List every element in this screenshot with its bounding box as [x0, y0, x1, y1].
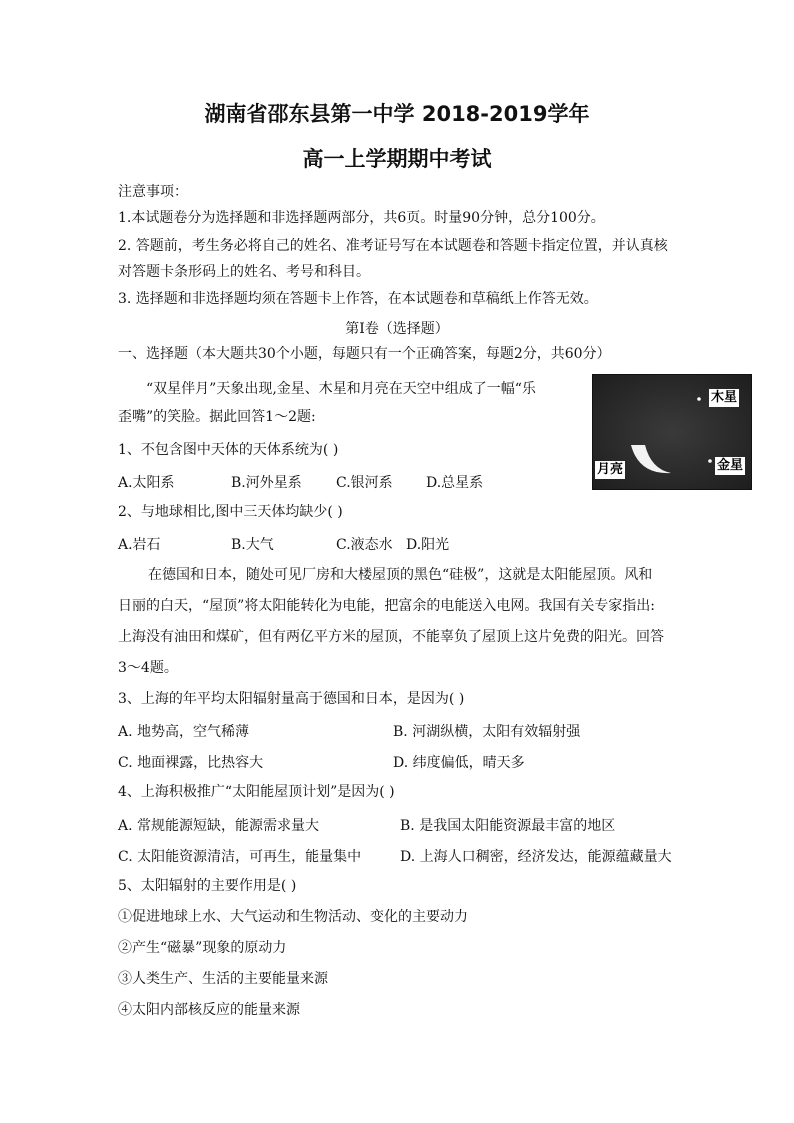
q5-item-3: ③人类生产、生活的主要能量来源 [118, 971, 328, 987]
exam-subtitle: 高一上学期期中考试 [302, 147, 492, 171]
exam-title: 湖南省邵东县第一中学 2018-2019学年 [204, 102, 590, 126]
q4-stem: 4、上海积极推广“太阳能屋顶计划”是因为( ) [118, 784, 395, 800]
passage2-line1: 在德国和日本，随处可见厂房和大楼屋顶的黑色“硅极”，这就是太阳能屋顶。风和 [148, 567, 653, 583]
note-2b: 对答题卡条形码上的姓名、考号和科目。 [118, 264, 370, 280]
venus-dot [708, 459, 712, 463]
volume-heading: 第Ⅰ卷（选择题） [345, 321, 449, 337]
q4-option-c: C. 太阳能资源清洁，可再生，能量集中 [118, 849, 362, 865]
jupiter-dot [697, 397, 701, 401]
q5-item-4: ④太阳内部核反应的能量来源 [118, 1002, 300, 1018]
q1-option-a: A.太阳系 [118, 475, 175, 491]
notes-heading: 注意事项： [118, 184, 188, 200]
q2-option-b: B.大气 [231, 537, 274, 553]
passage2-line3: 上海没有油田和煤矿，但有两亿平方米的屋顶，不能辜负了屋顶上这片免费的阳光。回答 [118, 629, 664, 645]
q5-item-2: ②产生“磁暴”现象的原动力 [118, 940, 287, 956]
double-star-moon-figure [592, 374, 752, 490]
q1-option-d: D.总星系 [426, 475, 484, 491]
q4-option-a: A. 常规能源短缺，能源需求量大 [118, 818, 320, 834]
note-2a: 2. 答题前，考生务必将自己的姓名、准考证号写在本试题卷和答题卡指定位置，并认真核 [118, 238, 668, 254]
moon-label: 月亮 [597, 462, 624, 477]
q5-item-1: ①促进地球上水、大气运动和生物活动、变化的主要动力 [118, 909, 468, 925]
q2-option-a: A.岩石 [118, 537, 161, 553]
q4-option-d: D. 上海人口稠密，经济发达，能源蕴藏量大 [400, 849, 672, 865]
q3-option-d: D. 纬度偏低，晴天多 [393, 755, 525, 771]
q1-stem: 1、不包含图中天体的天体系统为( ) [118, 442, 339, 458]
passage2-line4: 3～4题。 [118, 660, 178, 676]
venus-label: 金星 [717, 458, 744, 473]
jupiter-label: 木星 [711, 390, 738, 405]
q3-stem: 3、上海的年平均太阳辐射量高于德国和日本，是因为( ) [118, 691, 465, 707]
part1-heading: 一、选择题（本大题共30个小题，每题只有一个正确答案，每题2分，共60分） [118, 346, 611, 362]
q4-option-b: B. 是我国太阳能资源最丰富的地区 [400, 818, 616, 834]
q3-option-b: B. 河湖纵横，太阳有效辐射强 [393, 724, 581, 740]
q5-stem: 5、太阳辐射的主要作用是( ) [118, 878, 297, 894]
note-3: 3. 选择题和非选择题均须在答题卡上作答，在本试题卷和草稿纸上作答无效。 [118, 291, 598, 307]
q2-option-c: C.液态水 [336, 537, 393, 553]
q1-option-b: B.河外星系 [231, 475, 302, 491]
q3-option-a: A. 地势高，空气稀薄 [118, 724, 250, 740]
q1-option-c: C.银河系 [336, 475, 393, 491]
q3-option-c: C. 地面裸露，比热容大 [118, 755, 264, 771]
passage1-line2: 歪嘴”的笑脸。据此回答1～2题: [118, 409, 316, 425]
passage1-line1: “双星伴月”天象出现,金星、木星和月亮在天空中组成了一幅“乐 [146, 381, 536, 397]
note-1: 1.本试题卷分为选择题和非选择题两部分，共6页。时量90分钟，总分100分。 [118, 210, 605, 226]
q2-option-d: D.阳光 [406, 537, 450, 553]
passage2-line2: 日丽的白天，“屋顶”将太阳能转化为电能，把富余的电能送入电网。我国有关专家指出: [118, 598, 656, 614]
q2-stem: 2、与地球相比,图中三天体均缺少( ) [118, 504, 343, 520]
